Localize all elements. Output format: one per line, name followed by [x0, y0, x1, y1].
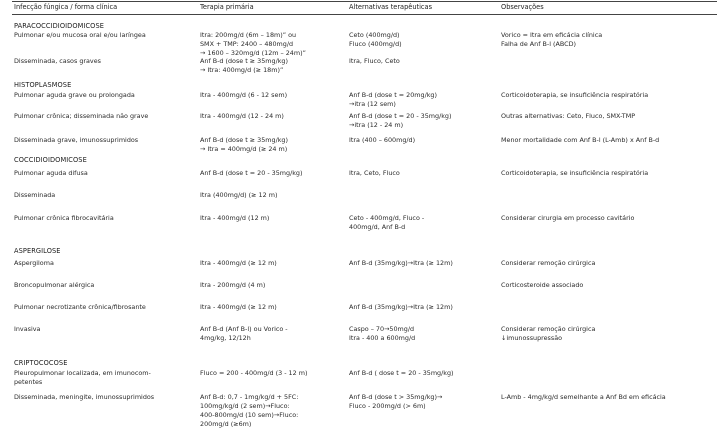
- cell-infection: Pulmonar crônica; disseminada não grave: [14, 112, 149, 120]
- cell-alternative: Itra - 400 a 600mg/d: [349, 334, 416, 342]
- cell-infection: petentes: [14, 378, 43, 386]
- cell-infection: Pulmonar aguda grave ou prolongada: [14, 91, 135, 99]
- cell-alternative: Itra (400 – 600mg/d): [349, 136, 416, 144]
- cell-infection: Disseminada: [14, 191, 56, 199]
- cell-observation: Considerar remoção cirúrgica: [501, 259, 596, 267]
- cell-alternative: Anf B-d (dose t = 20mg/kg): [349, 91, 437, 99]
- cell-primary-therapy: → Itra = 400mg/d (≥ 24 m): [200, 145, 288, 153]
- cell-primary-therapy: Itra - 400mg/d (12 - 24 m): [200, 112, 284, 120]
- section-title: COCCIDIOIDOMICOSE: [14, 156, 87, 164]
- cell-alternative: Fluco - 200mg/d (> 6m): [349, 402, 426, 410]
- cell-primary-therapy: Anf B-d (Anf B-l) ou Vorico -: [200, 325, 288, 333]
- section-title: PARACOCCIDIOIDOMICOSE: [14, 22, 105, 30]
- cell-primary-therapy: Anf B-d: 0,7 - 1mg/kg/d + 5FC:: [200, 393, 299, 401]
- cell-alternative: Anf B-d (dose t > 35mg/kg)→: [349, 393, 443, 401]
- cell-primary-therapy: 4mg/kg, 12/12h: [200, 334, 251, 342]
- cell-primary-therapy: Anf B-d (dose t ≥ 35mg/kg): [200, 136, 288, 144]
- cell-infection: Disseminada, casos graves: [14, 57, 101, 65]
- cell-primary-therapy: 100mg/kg/d (2 sem)→Fluco:: [200, 402, 290, 410]
- cell-infection: Broncopulmonar alérgica: [14, 281, 95, 289]
- cell-observation: Corticoidoterapia, se insuficiência respiratória: [501, 91, 649, 99]
- cell-observation: Corticoidoterapia, se insuficiência respiratória: [501, 169, 649, 177]
- cell-observation: Falha de Anf B-l (ABCD): [501, 40, 577, 48]
- cell-alternative: Itra, Ceto, Fluco: [349, 169, 400, 177]
- cell-alternative: Itra, Fluco, Ceto: [349, 57, 400, 65]
- cell-primary-therapy: → 1600 – 320mg/d (12m – 24m)”: [200, 49, 306, 57]
- cell-alternative: Anf B-d (35mg/kg)→Itra (≥ 12m): [349, 303, 453, 311]
- cell-observation: Considerar remoção cirúrgica: [501, 325, 596, 333]
- cell-alternative: Ceto - 400mg/d, Fluco -: [349, 214, 425, 222]
- cell-observation: Corticosteroide associado: [501, 281, 584, 289]
- cell-primary-therapy: Itra: 200mg/d (6m – 18m)” ou: [200, 31, 297, 39]
- cell-infection: Disseminada grave, imunossuprimidos: [14, 136, 139, 144]
- cell-observation: ↓imunossupressão: [501, 334, 563, 342]
- cell-infection: Disseminada, meningite, imunossuprimidos: [14, 393, 155, 401]
- header-infection: Infecção fúngica / forma clínica: [14, 3, 118, 11]
- cell-primary-therapy: Anf B-d (dose t = 20 - 35mg/kg): [200, 169, 303, 177]
- cell-observation: Considerar cirurgia em processo cavitário: [501, 214, 635, 222]
- cell-primary-therapy: Anf B-d (dose t ≥ 35mg/kg): [200, 57, 288, 65]
- cell-infection: Pleuropulmonar localizada, em imunocom-: [14, 369, 151, 377]
- cell-infection: Aspergiloma: [14, 259, 54, 267]
- cell-alternative: Caspo – 70→50mg/d: [349, 325, 415, 333]
- cell-alternative: Anf B-d ( dose t = 20 - 35mg/kg): [349, 369, 454, 377]
- top-rule: [12, 1, 717, 2]
- section-title: ASPERGILOSE: [14, 247, 61, 255]
- cell-alternative: →itra (12 sem): [349, 100, 396, 108]
- cell-alternative: Anf B-d (dose t = 20 - 35mg/kg): [349, 112, 452, 120]
- cell-primary-therapy: 400-800mg/d (10 sem)→Fluco:: [200, 411, 299, 419]
- cell-primary-therapy: Itra (400mg/d) (≥ 12 m): [200, 191, 278, 199]
- cell-primary-therapy: Itra - 200mg/d (4 m): [200, 281, 266, 289]
- cell-primary-therapy: 200mg/d (≥6m): [200, 420, 252, 428]
- cell-alternative: →itra (12 - 24 m): [349, 121, 404, 129]
- cell-observation: Outras alternativas: Ceto, Fluco, SMX-TMP: [501, 112, 636, 120]
- cell-infection: Pulmonar aguda difusa: [14, 169, 88, 177]
- cell-alternative: 400mg/d, Anf B-d: [349, 223, 406, 231]
- cell-primary-therapy: Itra - 400mg/d (6 - 12 sem): [200, 91, 288, 99]
- cell-primary-therapy: → Itra: 400mg/d (≥ 18m)”: [200, 66, 284, 74]
- header-rule: [12, 14, 717, 15]
- cell-infection: Invasiva: [14, 325, 41, 333]
- cell-infection: Pulmonar e/ou mucosa oral e/ou laríngea: [14, 31, 146, 39]
- cell-primary-therapy: Itra - 400mg/d (≥ 12 m): [200, 303, 277, 311]
- header-primary-therapy: Terapia primária: [200, 3, 254, 11]
- cell-alternative: Ceto (400mg/d): [349, 31, 400, 39]
- cell-observation: L-Amb - 4mg/kg/d semelhante a Anf Bd em eficácia: [501, 393, 666, 401]
- cell-primary-therapy: Itra - 400mg/d (12 m): [200, 214, 270, 222]
- section-title: CRIPTOCOCOSE: [14, 359, 68, 367]
- header-alternatives: Alternativas terapêuticas: [349, 3, 433, 11]
- cell-infection: Pulmonar necrotizante crônica/fibrosante: [14, 303, 146, 311]
- cell-alternative: Anf B-d (35mg/kg)→Itra (≥ 12m): [349, 259, 453, 267]
- cell-alternative: Fluco (400mg/d): [349, 40, 402, 48]
- cell-primary-therapy: Fluco = 200 - 400mg/d (3 - 12 m): [200, 369, 308, 377]
- cell-infection: Pulmonar crônica fibrocavitária: [14, 214, 114, 222]
- header-observations: Observações: [501, 3, 544, 11]
- cell-observation: Menor mortalidade com Anf B-l (L-Amb) x Anf B-d: [501, 136, 660, 144]
- cell-primary-therapy: Itra - 400mg/d (≥ 12 m): [200, 259, 277, 267]
- section-title: HISTOPLASMOSE: [14, 81, 72, 89]
- cell-primary-therapy: SMX + TMP: 2400 – 480mg/d: [200, 40, 294, 48]
- cell-observation: Vorico = Itra em eficácia clínica: [501, 31, 603, 39]
